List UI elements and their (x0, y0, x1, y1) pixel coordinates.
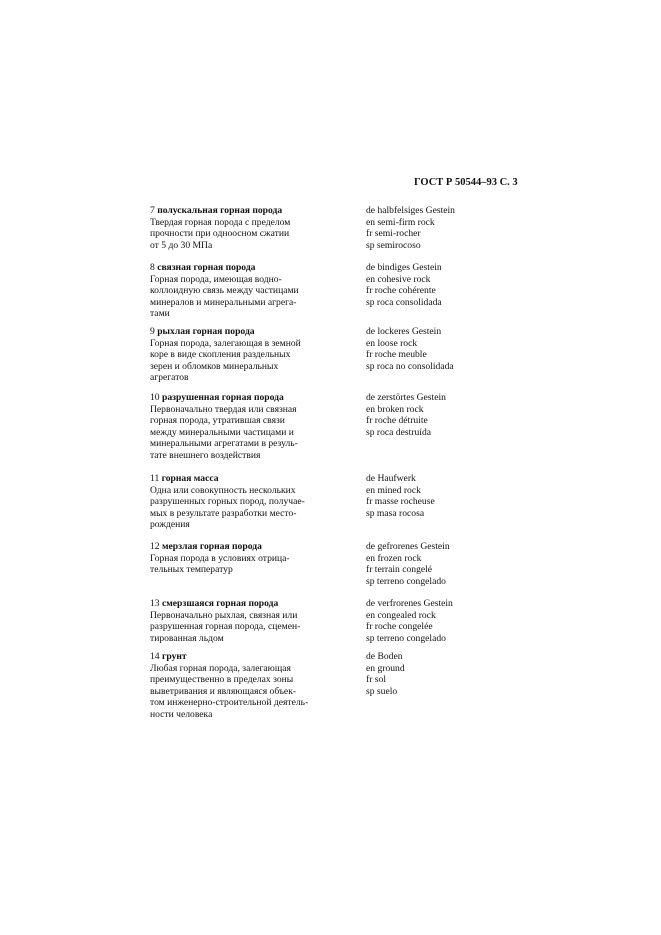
definition-line: мых в результате разработки место- (150, 507, 297, 519)
translation-line: sp roca no consolidada (366, 360, 454, 372)
translation-line: en mined rock (366, 484, 421, 496)
term-definition (150, 541, 360, 576)
translations (366, 598, 566, 644)
definition-line: рождения (150, 519, 190, 531)
translations (366, 541, 566, 587)
definition-line: минералов и минеральными агрега- (150, 296, 297, 308)
definition-line: ности человека (150, 708, 213, 720)
translation-line: en broken rock (366, 403, 424, 415)
translation-line: en semi-firm rock (366, 216, 435, 228)
translation-line: fr semi-rocher (366, 228, 421, 240)
term-definition (150, 651, 360, 721)
translation-line: de halbfelsiges Gestein (366, 205, 455, 216)
definition-line: разрушенных горных пород, получае- (150, 496, 305, 508)
document-header: ГОСТ Р 50544–93 С. 3 (414, 177, 518, 188)
term-name: полускальная горная порода (157, 205, 283, 216)
term-title (150, 392, 360, 404)
translations (366, 205, 566, 251)
term-number: 9 (150, 326, 158, 337)
definition-line: минеральными агрегатами в резуль- (150, 438, 298, 450)
definition-line: преимущественно в пределах зоны (150, 674, 294, 686)
definition-line: Одна или совокупность нескольких (150, 484, 296, 496)
translation-line: sp roca destruída (366, 426, 432, 438)
definition-line: Любая горная порода, залегающая (150, 662, 291, 674)
definition-line: Горная порода, имеющая водно- (150, 273, 282, 285)
definition-line: зерен и обломков минеральных (150, 360, 279, 372)
definition-line: прочности при одноосном сжатии (150, 228, 290, 240)
term-number: 13 (150, 598, 162, 609)
translations (366, 326, 566, 372)
definition-line: выветривания и являющаяся объек- (150, 685, 297, 697)
translation-line: fr roche cohérente (366, 285, 436, 297)
term-number: 10 (150, 392, 162, 403)
definition-line: Твердая горная порода с пределом (150, 216, 291, 228)
definition-line: горная порода, утратившая связи (150, 415, 285, 427)
term-title (150, 326, 360, 338)
translation-line: sp semirocoso (366, 239, 421, 251)
translation-line: de zerstörtes Gestein (366, 392, 446, 403)
term-name: разрушенная горная порода (162, 392, 284, 403)
definition-line: между минеральными частицами и (150, 426, 294, 438)
translation-line: en congealed rock (366, 609, 436, 621)
term-definition (150, 392, 360, 462)
translations (366, 262, 566, 308)
definition-line: тате внешнего воздействия (150, 449, 261, 461)
term-number: 12 (150, 541, 162, 552)
term-definition (150, 326, 360, 384)
definition-line: тельных температур (150, 564, 233, 576)
term-name: смерзшаяся горная порода (162, 598, 279, 609)
definition-line: тированная льдом (150, 632, 224, 644)
translation-line: de gefrorenes Gestein (366, 541, 450, 552)
translation-line: de Haufwerk (366, 473, 416, 484)
translation-line: sp terreno congelado (366, 632, 446, 644)
translation-line: fr roche congelée (366, 621, 433, 633)
definition-line: Первоначально рыхлая, связная или (150, 609, 298, 621)
term-title (150, 541, 360, 553)
translation-line: fr roche détruite (366, 415, 428, 427)
term-definition (150, 473, 360, 531)
term-title (150, 473, 360, 485)
translation-line: fr sol (366, 674, 386, 686)
term-title (150, 205, 360, 217)
term-name: рыхлая горная порода (157, 326, 255, 337)
term-title (150, 651, 360, 663)
translations (366, 651, 566, 697)
definition-line: агрегатов (150, 372, 189, 384)
translation-line: en frozen rock (366, 552, 422, 564)
term-title (150, 598, 360, 610)
translation-line: fr terrain congelé (366, 564, 433, 576)
translation-line: de verfrorenes Gestein (366, 598, 453, 609)
term-title (150, 262, 360, 274)
translation-line: de Boden (366, 651, 403, 662)
term-number: 11 (150, 473, 162, 484)
translation-line: fr masse rocheuse (366, 496, 435, 508)
term-name: грунт (162, 651, 187, 662)
translation-line: en cohesive rock (366, 273, 431, 285)
term-name: мерзлая горная порода (162, 541, 262, 552)
definition-line: коллоидную связь между частицами (150, 285, 299, 297)
translation-line: de lockeres Gestein (366, 326, 442, 337)
term-number: 7 (150, 205, 158, 216)
definition-line: Горная порода, залегающая в земной (150, 337, 301, 349)
definition-line: Первоначально твердая или связная (150, 403, 297, 415)
translation-line: en ground (366, 662, 405, 674)
definition-line: Горная порода в условиях отрица- (150, 552, 290, 564)
translations (366, 392, 566, 438)
term-name: горная масса (161, 473, 219, 484)
definition-line: от 5 до 30 МПа (150, 239, 213, 251)
term-definition (150, 598, 360, 644)
translation-line: sp suelo (366, 685, 398, 697)
translation-line: sp roca consolidada (366, 296, 442, 308)
translations (366, 473, 566, 519)
definition-line: разрушенная горная порода, сцемен- (150, 621, 301, 633)
term-number: 14 (150, 651, 162, 662)
term-number: 8 (150, 262, 158, 273)
term-definition (150, 262, 360, 320)
definition-line: тами (150, 308, 170, 320)
translation-line: fr roche meuble (366, 349, 427, 361)
definition-line: коре в виде скопления раздельных (150, 349, 291, 361)
definition-line: том инженерно-строительной деятель- (150, 697, 309, 709)
translation-line: sp terreno congelado (366, 575, 446, 587)
translation-line: en loose rock (366, 337, 418, 349)
term-name: связная горная порода (157, 262, 256, 273)
translation-line: de bindiges Gestein (366, 262, 442, 273)
term-definition (150, 205, 360, 251)
translation-line: sp masa rocosa (366, 507, 425, 519)
